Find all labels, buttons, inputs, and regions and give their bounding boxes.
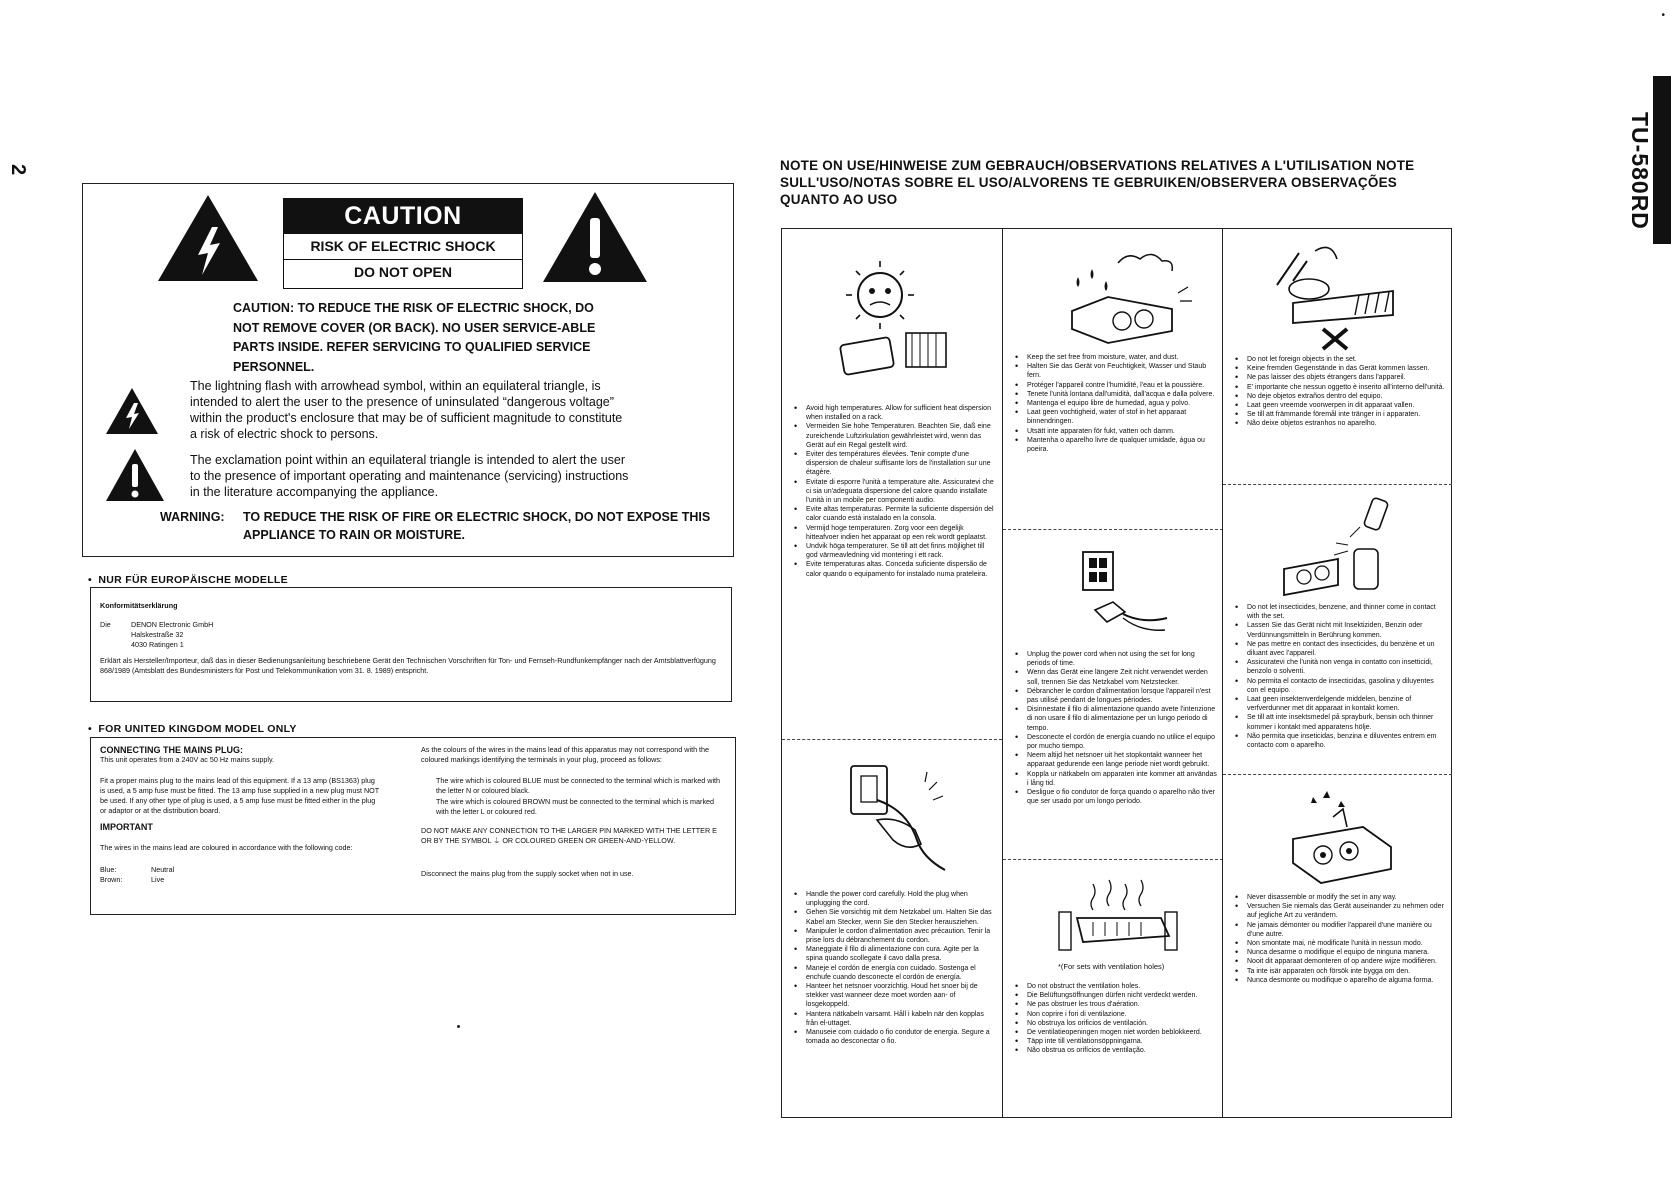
- note-cell-disassemble: [1223, 774, 1452, 1118]
- note-item: • Débrancher le cordon d'alimentation lorsque l'appareil n'est pas utilisé pendant de longues périodes.: [1015, 687, 1217, 705]
- note-item: • Maneggiate il filo di alimentazione con cura. Agite per la spina quando scollegate il cavo dalla presa.: [794, 945, 996, 963]
- note-item: • Täpp inte till ventilationsöppningarna.: [1015, 1037, 1217, 1046]
- note-item: • Se till att främmande föremål inte tränger in i apparaten.: [1235, 410, 1446, 419]
- note-list: [794, 890, 996, 1046]
- note-item: • Desconecte el cordón de energía cuando no utilice el equipo por mucho tiempo.: [1015, 733, 1217, 751]
- note-item: • Versuchen Sie niemals das Gerät auseinander zu nehmen oder auf jegliche Art zu verändern.: [1235, 902, 1446, 920]
- uk-brown-label: Brown:: [100, 875, 123, 884]
- uk-fit: Fit a proper mains plug to the mains lead of this equipment. If a 13 amp (BS1363) plug is used, a 5 amp fuse must be fitted. The 13 amp fuse supplied in a new plug must NOT be used. If any other type of plug is used, a 5 amp fuse must be fitted either in the plug or adaptor or at the distribution board.: [100, 776, 379, 815]
- uk-blue-wire: The wire which is coloured BLUE must be connected to the terminal which is marked with the letter N or coloured black.: [436, 776, 721, 795]
- uk-important: IMPORTANT: [100, 822, 153, 832]
- note-item: • Non coprire i fori di ventilazione.: [1015, 1010, 1217, 1019]
- exclamation-explanation: The exclamation point within an equilateral triangle is intended to alert the user to the presence of important operating and maintenance (servicing) instructions in the literature accompanying the appliance.: [190, 453, 629, 499]
- note-item: • Non smontate mai, nè modificate l'unità in nessun modo.: [1235, 939, 1446, 948]
- euro-company: DENON Electronic GmbH: [131, 620, 214, 629]
- ventilation-note: *(For sets with ventilation holes): [1058, 962, 1165, 971]
- note-item: • Maneje el cordón de energía con cuidado. Sostenga el enchufe cuando desconecte el cordón de energía.: [794, 964, 996, 982]
- lightning-small-icon: [104, 386, 160, 436]
- note-item: • Lassen Sie das Gerät nicht mit Insektiziden, Benzin oder Verdünnungsmitteln in Berührung kommen.: [1235, 621, 1446, 639]
- note-item: • Manipuler le cordon d'alimentation avec précaution. Tenir la prise lors du débranchement du cordon.: [794, 927, 996, 945]
- note-item: • De ventilatieopeningen mogen niet worden beblokkeerd.: [1015, 1028, 1217, 1037]
- uk-brown-value: Live: [151, 875, 165, 884]
- note-item: • Do not obstruct the ventilation holes.: [1015, 982, 1217, 991]
- note-list: [1015, 353, 1217, 454]
- uk-supply: This unit operates from a 240V ac 50 Hz mains supply.: [100, 755, 275, 764]
- heat-sun-illustration: [822, 247, 972, 387]
- note-item: • Mantenga el equipo libre de humedad, agua y polvo.: [1015, 399, 1217, 408]
- foreign-objects-illustration: [1263, 237, 1413, 352]
- uk-no-connect: DO NOT MAKE ANY CONNECTION TO THE LARGER PIN MARKED WITH THE LETTER E OR BY THE SYMBOL ⏚ OR COLOURED GREEN OR GREEN-AND-YELLOW.: [421, 826, 717, 845]
- euro-heading: • NUR FÜR EUROPÄISCHE MODELLE: [88, 574, 288, 586]
- disassembly-illustration: [1283, 787, 1403, 887]
- spray-can-illustration: [1278, 493, 1398, 603]
- note-item: • Avoid high temperatures. Allow for sufficient heat dispersion when installed on a rack.: [794, 404, 996, 422]
- note-item: • Hanteer het netsnoer voorzichtig. Houd het snoer bij de stekker vast wanneer deze moet worden aan- of losgekoppeld.: [794, 982, 996, 1010]
- note-item: • Utsätt inte apparaten för fukt, vatten och damm.: [1015, 427, 1217, 436]
- note-item: • Never disassemble or modify the set in any way.: [1235, 893, 1446, 902]
- euro-die: Die: [100, 620, 111, 629]
- page-number: 2: [7, 163, 30, 176]
- euro-declaration-box: [90, 587, 732, 702]
- warning-text: TO REDUCE THE RISK OF FIRE OR ELECTRIC SHOCK, DO NOT EXPOSE THIS APPLIANCE TO RAIN OR MOISTURE.: [243, 510, 711, 542]
- scan-speck: [457, 1025, 460, 1028]
- uk-wires: The wires in the mains lead are coloured in accordance with the following code:: [100, 843, 353, 852]
- uk-colours: As the colours of the wires in the mains lead of this apparatus may not correspond with the coloured markings identifying the terminals in your plug, proceed as follows:: [421, 745, 710, 764]
- note-item: • No permita el contacto de insecticidas, gasolina y diluyentes con el equipo.: [1235, 677, 1446, 695]
- note-item: • Tenete l'unità lontana dall'umidità, dall'acqua e dalla polvere.: [1015, 390, 1217, 399]
- note-list: [1235, 893, 1446, 985]
- note-item: • Die Belüftungsöffnungen dürfen nicht verdeckt werden.: [1015, 991, 1217, 1000]
- note-cell-power-cord: [782, 739, 1002, 1118]
- outlet-unplug-illustration: [1073, 548, 1173, 638]
- warning-label: WARNING:: [160, 510, 225, 524]
- note-item: • Protéger l'appareil contre l'humidité, l'eau et la poussière.: [1015, 381, 1217, 390]
- note-item: • Laat geen vreemde voorwerpen in dit apparaat vallen.: [1235, 401, 1446, 410]
- note-item: • Não obstrua os orifícios de ventilação.: [1015, 1046, 1217, 1055]
- note-item: • Unplug the power cord when not using the set for long periods of time.: [1015, 650, 1217, 668]
- model-band: [1653, 76, 1671, 244]
- caution-label: [283, 198, 523, 289]
- uk-disconnect: Disconnect the mains plug from the supply socket when not in use.: [421, 869, 634, 878]
- note-item: • Evitate di esporre l'unità a temperature alte. Assicuratevi che ci sia un'adeguata dispersione del calore quando installate l'unità in un mobile per componenti audio.: [794, 478, 996, 506]
- lightning-explanation: The lightning flash with arrowhead symbol, within an equilateral triangle, is intended to alert the user to the presence of uninsulated “dangerous voltage” within the product's enclosure that may be of sufficient magnitude to constitute a risk of electric shock to persons.: [190, 379, 623, 441]
- note-item: • Desligue o fio condutor de força quando o aparelho não tiver que ser usado por um longo período.: [1015, 788, 1217, 806]
- note-item: • Koppla ur nätkabeln om apparaten inte kommer att användas i lång tid.: [1015, 770, 1217, 788]
- caution-risk-line: RISK OF ELECTRIC SHOCK: [310, 238, 496, 254]
- euro-title: Konformitätserklärung: [100, 601, 178, 610]
- caution-header: CAUTION: [284, 199, 522, 234]
- note-item: • Halten Sie das Gerät von Feuchtigkeit, Wasser und Staub fern.: [1015, 362, 1217, 380]
- euro-city: 4030 Ratingen 1: [131, 640, 184, 649]
- uk-mains-box: [90, 737, 736, 915]
- uk-blue-value: Neutral: [151, 865, 175, 874]
- ventilation-illustration: [1053, 876, 1183, 958]
- note-item: • Vermijd hoge temperaturen. Zorg voor een degelijk hitteafvoer indien het apparaat op een rek wordt geplaatst.: [794, 524, 996, 542]
- note-item: • Do not let insecticides, benzene, and thinner come in contact with the set.: [1235, 603, 1446, 621]
- note-item: • No obstruya los orificios de ventilación.: [1015, 1019, 1217, 1028]
- exclamation-warning-icon: [541, 190, 649, 284]
- uk-heading-text: FOR UNITED KINGDOM MODEL ONLY: [98, 723, 297, 735]
- note-list: [1015, 650, 1217, 806]
- note-item: • Eviter des températures élevées. Tenir compte d'une dispersion de chaleur suffisante lors de l'installation sur une étagère.: [794, 450, 996, 478]
- note-item: • Handle the power cord carefully. Hold the plug when unplugging the cord.: [794, 890, 996, 908]
- note-item: • Laat geen insektenverdelgende middelen, benzine of verfverdunner met dit apparaat in kontakt komen.: [1235, 695, 1446, 713]
- uk-blue-label: Blue:: [100, 865, 117, 874]
- model-number: TU-580RD: [1627, 112, 1653, 230]
- euro-text: Erklärt als Hersteller/Importeur, daß das in dieser Bedienungsanleitung beschriebene Gerät den Technischen Vorschriften für Ton- und Fernseh-Rundfunkempfänger nach der Amtsblattverfügung 868/1989 (Amtsblatt des Bundesministers für Post und Telekommunikation vom 31. 8. 1989) entspricht.: [100, 656, 716, 675]
- note-item: • Manuseie com cuidado o fio condutor de energia. Segure a tomada ao desconectar o fio.: [794, 1028, 996, 1046]
- notes-grid: [781, 228, 1452, 1118]
- euro-heading-text: NUR FÜR EUROPÄISCHE MODELLE: [98, 574, 288, 586]
- note-list: [794, 404, 996, 579]
- note-item: • Mantenha o aparelho livre de qualquer umidade, água ou poeira.: [1015, 436, 1217, 454]
- note-item: • Gehen Sie vorsichtig mit dem Netzkabel um. Halten Sie das Kabel am Stecker, wenn Sie den Stecker herausziehen.: [794, 908, 996, 926]
- note-item: • Keep the set free from moisture, water, and dust.: [1015, 353, 1217, 362]
- note-item: • Nunca desmonte ou modifique o aparelho de alguma forma.: [1235, 976, 1446, 985]
- notes-title: NOTE ON USE/HINWEISE ZUM GEBRAUCH/OBSERVATIONS RELATIVES A L'UTILISATION NOTE SULL'USO/NOTAS SOBRE EL USO/ALVORENS TE GEBRUIKEN/OBSERVERA OBSERVAÇÕES QUANTO AO USO: [780, 158, 1415, 207]
- note-item: • Undvik höga temperaturer. Se till att det finns möjlighet till god värmeavledning vid montering i ett rack.: [794, 542, 996, 560]
- note-item: • Evite temperaturas altas. Conceda suficiente dispersão de calor quando o equipamento for instalado numa prateleira.: [794, 560, 996, 578]
- lightning-warning-icon: [156, 193, 260, 283]
- note-list: [1235, 603, 1446, 750]
- note-cell-unplug: [1003, 529, 1223, 860]
- note-cell-ventilation: [1003, 859, 1223, 1118]
- note-item: • Vermeiden Sie hohe Temperaturen. Beachten Sie, daß eine zureichende Luftzirkulation gewährleistet wird, wenn das Gerät auf ein Regal gestellt wird.: [794, 422, 996, 450]
- note-list: [1015, 982, 1217, 1056]
- uk-heading: • FOR UNITED KINGDOM MODEL ONLY: [88, 723, 297, 735]
- note-item: • Do not let foreign objects in the set.: [1235, 355, 1446, 364]
- notes-column-2: [1002, 229, 1223, 1117]
- exclamation-small-icon: [104, 447, 166, 503]
- note-item: • Evite altas temperaturas. Permite la suficiente dispersión del calor cuando está instalado en la consola.: [794, 505, 996, 523]
- note-item: • Ne pas obstruer les trous d'aération.: [1015, 1000, 1217, 1009]
- notes-column-3: [1222, 229, 1452, 1117]
- note-item: • Ne jamais démonter ou modifier l'appareil d'une manière ou d'une autre.: [1235, 921, 1446, 939]
- note-item: • Nooit dit apparaat demonteren of op andere wijze modifiëren.: [1235, 957, 1446, 966]
- euro-street: Halskestraße 32: [131, 630, 184, 639]
- notes-column-1: [782, 229, 1002, 1117]
- caution-statement: CAUTION: TO REDUCE THE RISK OF ELECTRIC SHOCK, DO NOT REMOVE COVER (OR BACK). NO USER SERVICE-ABLE PARTS INSIDE. REFER SERVICING TO QUALIFIED SERVICE PERSONNEL.: [233, 301, 596, 374]
- note-item: • Laat geen vochtigheid, water of stof in het apparaat binnendringen.: [1015, 408, 1217, 426]
- note-item: • E' importante che nessun oggetto è inserito all'interno dell'unità.: [1235, 383, 1446, 392]
- note-item: • Assicuratevi che l'unità non venga in contatto con insetticidi, benzolo o solventi.: [1235, 658, 1446, 676]
- note-item: • Não permita que inseticidas, benzina e diluventes entrem em contacto com o aparelho.: [1235, 732, 1446, 750]
- note-item: • No deje objetos extraños dentro del equipo.: [1235, 392, 1446, 401]
- note-list: [1235, 355, 1446, 429]
- note-item: • Ne pas laisser des objets étrangers dans l'appareil.: [1235, 373, 1446, 382]
- moisture-illustration: [1048, 247, 1198, 352]
- note-item: • Ne pas mettre en contact des insecticides, du benzène et un diluant avec l'appareil.: [1235, 640, 1446, 658]
- note-cell-moisture: [1003, 229, 1223, 529]
- uk-brown-wire: The wire which is coloured BROWN must be connected to the terminal which is marked with the letter L or coloured red.: [436, 797, 715, 816]
- note-item: • Disinnestate il filo di alimentazione quando avete l'intenzione di non usare il filo di alimentazione per un lungo periodo di tempo.: [1015, 705, 1217, 733]
- note-cell-foreign-objects: [1223, 229, 1452, 484]
- note-item: • Nunca desarme o modifique el equipo de ninguna manera.: [1235, 948, 1446, 957]
- note-item: • Se till att inte insektsmedel på sprayburk, bensin och thinner kommer i kontakt med apparatens hölje.: [1235, 713, 1446, 731]
- note-item: • Não deixe objetos estranhos no aparelho.: [1235, 419, 1446, 428]
- note-item: • Keine fremden Gegenstände in das Gerät kommen lassen.: [1235, 364, 1446, 373]
- note-cell-insecticides: [1223, 484, 1452, 775]
- note-item: • Wenn das Gerät eine längere Zeit nicht verwendet werden soll, trennen Sie das Netzkabel vom Netzstecker.: [1015, 668, 1217, 686]
- plug-illustration: [837, 760, 957, 875]
- note-cell-temperature: [782, 229, 1002, 739]
- caution-do-not-open: DO NOT OPEN: [284, 259, 522, 285]
- note-item: • Hantera nätkabeln varsamt. Håll i kabeln när den kopplas från el-uttaget.: [794, 1010, 996, 1028]
- corner-mark: •: [1661, 10, 1665, 21]
- note-item: • Neem altijd het netsnoer uit het stopkontakt wanneer het apparaat gedurende een lange periode niet wordt gebruikt.: [1015, 751, 1217, 769]
- note-item: • Ta inte isär apparaten och försök inte bygga om den.: [1235, 967, 1446, 976]
- uk-connect-heading: CONNECTING THE MAINS PLUG:: [100, 745, 243, 755]
